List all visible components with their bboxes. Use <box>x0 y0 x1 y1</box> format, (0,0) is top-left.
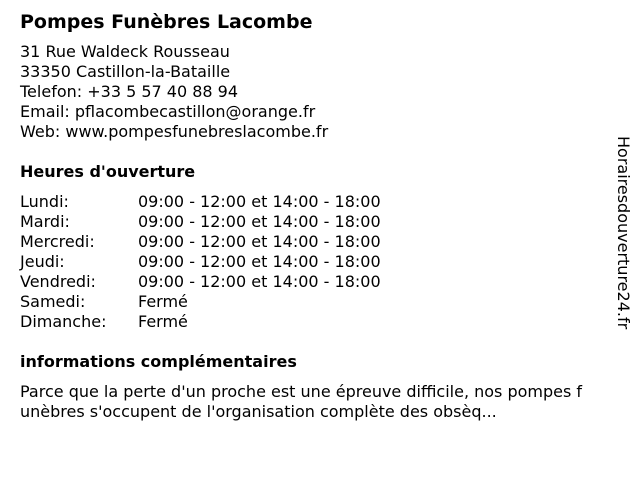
hours-day-label: Lundi: <box>20 192 69 211</box>
hours-row-monday <box>20 192 600 212</box>
email-address[interactable]: Email: pflacombecastillon@orange.fr <box>20 102 316 121</box>
hours-day-label: Samedi: <box>20 292 86 311</box>
site-brand-label: Horairesdouverture24.fr <box>614 136 633 330</box>
hours-time-value: 09:00 - 12:00 et 14:00 - 18:00 <box>138 212 381 231</box>
hours-time-value: 09:00 - 12:00 et 14:00 - 18:00 <box>138 232 381 251</box>
hours-day-label: Mardi: <box>20 212 70 231</box>
street-address: 31 Rue Waldeck Rousseau <box>20 42 230 61</box>
hours-heading: Heures d'ouverture <box>20 162 196 181</box>
hours-time-value: 09:00 - 12:00 et 14:00 - 18:00 <box>138 272 381 291</box>
hours-row-wednesday <box>20 232 600 252</box>
hours-row-tuesday <box>20 212 600 232</box>
phone-number[interactable]: Telefon: +33 5 57 40 88 94 <box>20 82 239 101</box>
hours-time-value: 09:00 - 12:00 et 14:00 - 18:00 <box>138 192 381 211</box>
hours-row-friday <box>20 272 600 292</box>
hours-day-label: Vendredi: <box>20 272 96 291</box>
hours-row-thursday <box>20 252 600 272</box>
hours-row-sunday <box>20 312 600 332</box>
business-card <box>20 10 600 422</box>
hours-day-label: Jeudi: <box>20 252 65 271</box>
contact-block <box>20 42 600 142</box>
website-link[interactable]: Web: www.pompesfunebreslacombe.fr <box>20 122 329 141</box>
hours-time-value: 09:00 - 12:00 et 14:00 - 18:00 <box>138 252 381 271</box>
opening-hours-table <box>20 192 600 332</box>
info-description: Parce que la perte d'un proche est une épreuve difficile, nos pompes funèbres s'occupent de l'organisation complète des obsèq... <box>20 382 583 421</box>
hours-time-value: Fermé <box>138 312 188 331</box>
hours-row-saturday <box>20 292 600 312</box>
hours-time-value: Fermé <box>138 292 188 311</box>
info-heading: informations complémentaires <box>20 352 297 371</box>
site-watermark <box>610 136 636 376</box>
city-address: 33350 Castillon-la-Bataille <box>20 62 231 81</box>
business-name: Pompes Funèbres Lacombe <box>20 11 313 33</box>
hours-day-label: Dimanche: <box>20 312 107 331</box>
hours-day-label: Mercredi: <box>20 232 95 251</box>
